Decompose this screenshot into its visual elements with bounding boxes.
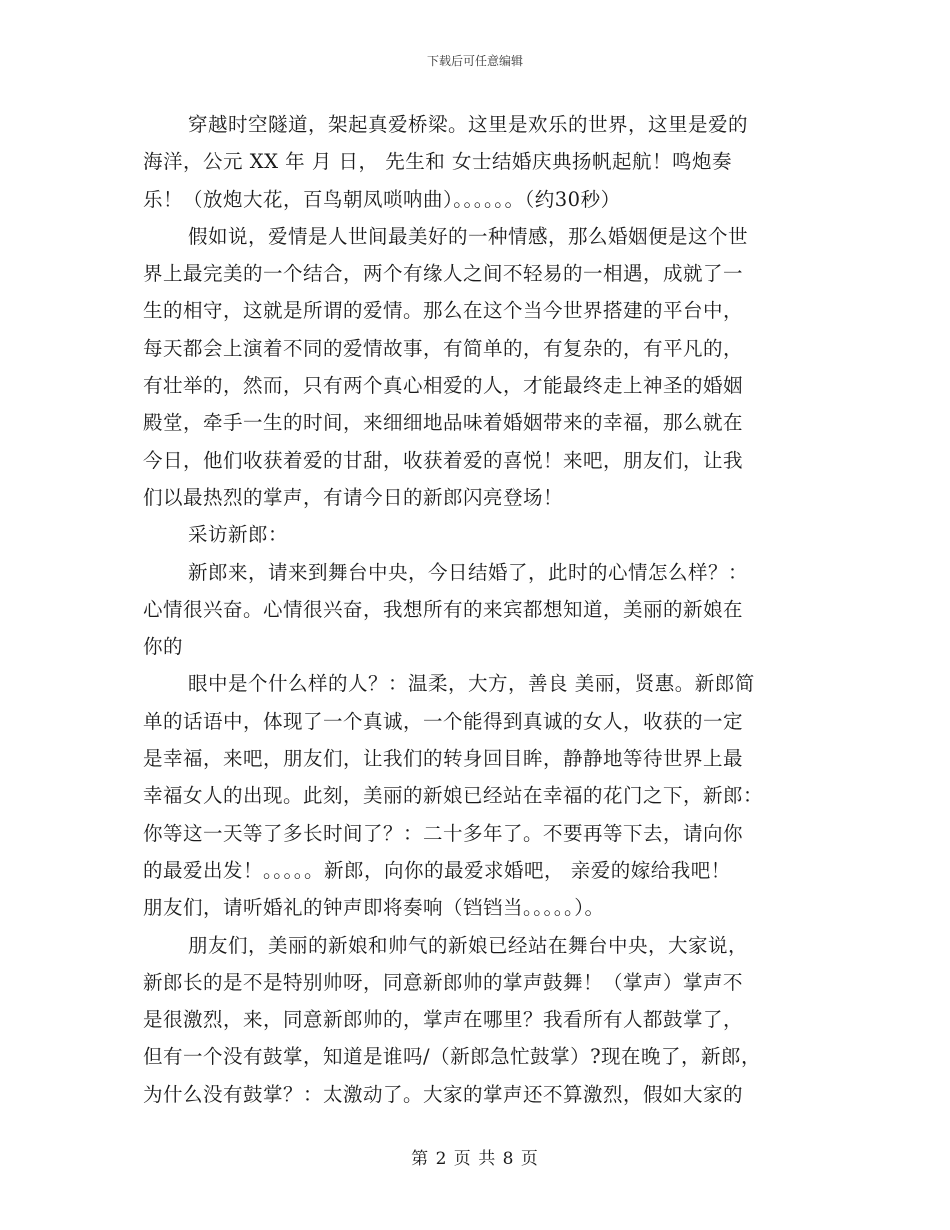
paragraph-line: 今日，他们收获着爱的甘甜，收获着爱的喜悦！来吧，朋友们，让我	[143, 448, 744, 472]
document-body	[143, 106, 823, 1113]
paragraph-line: 们以最热烈的掌声，有请今日的新郎闪亮登场！	[143, 485, 564, 509]
paragraph-line: 朋友们，请听婚礼的钟声即将奏响（铛铛当。。。。。）。	[143, 896, 605, 920]
paragraph-line: 你等这一天等了多长时间了？：二十多年了。不要再等下去，请向你	[143, 821, 744, 845]
section-heading: 采访新郎：	[188, 523, 289, 547]
paragraph-line: 你的	[143, 635, 184, 659]
paragraph-line: 为什么没有鼓掌？：太激动了。大家的掌声还不算激烈，假如大家的	[143, 1082, 744, 1106]
paragraph-line: 单的话语中，体现了一个真诚，一个能得到真诚的女人，收获的一定	[143, 709, 744, 733]
paragraph-line: 是幸福，来吧，朋友们，让我们的转身回目眸，静静地等待世界上最	[143, 747, 744, 771]
paragraph-line: 是很激烈，来，同意新郎帅的，掌声在哪里？我看所有人都鼓掌了，	[143, 1008, 744, 1032]
paragraph-line: 朋友们，美丽的新娘和帅气的新娘已经站在舞台中央，大家说，	[188, 933, 749, 957]
page-number: 第 2 页 共 8 页	[411, 1149, 539, 1169]
paragraph-line: 穿越时空隧道，架起真爱桥梁。这里是欢乐的世界，这里是爱的	[188, 113, 749, 136]
paragraph-line: 的最爱出发！。。。。。新郎，向你的最爱求婚吧， 亲爱的嫁给我吧！	[143, 858, 731, 882]
paragraph-line: 乐！（放炮大花，百鸟朝凤唢呐曲）。。。。。。（约30秒）	[143, 187, 621, 211]
paragraph-line: 眼中是个什么样的人？：温柔，大方，善良 美丽，贤惠。新郎简	[188, 672, 755, 696]
paragraph-line: 生的相守，这就是所谓的爱情。那么在这个当今世界搭建的平台中，	[143, 299, 744, 323]
paragraph-line: 心情很兴奋。心情很兴奋，我想所有的来宾都想知道，美丽的新娘在	[143, 597, 744, 621]
paragraph-line: 新郎来，请来到舞台中央，今日结婚了，此时的心情怎么样？：	[188, 560, 749, 584]
paragraph-line: 幸福女人的出现。此刻，美丽的新娘已经站在幸福的花门之下，新郎：	[143, 784, 764, 808]
paragraph-line: 假如说，爱情是人世间最美好的一种情感，那么婚姻便是这个世	[188, 224, 749, 248]
paragraph-line: 海洋，公元 XX 年 月 日， 先生和 女士结婚庆典扬帆起航！鸣炮奏	[143, 150, 732, 174]
paragraph-line: 但有一个没有鼓掌，知道是谁吗/（新郎急忙鼓掌）?现在晚了，新郎，	[143, 1045, 762, 1069]
paragraph-line: 每天都会上演着不同的爱情故事，有简单的，有复杂的，有平凡的，	[143, 336, 744, 360]
paragraph-line: 新郎长的是不是特别帅呀，同意新郎帅的掌声鼓舞！（掌声）掌声不	[143, 970, 744, 994]
paragraph-line: 有壮举的，然而，只有两个真心相爱的人，才能最终走上神圣的婚姻	[143, 374, 744, 398]
page-header: 下载后可任意编辑	[426, 54, 523, 68]
paragraph-line: 殿堂，牵手一生的时间，来细细地品味着婚姻带来的幸福，那么就在	[143, 411, 744, 435]
paragraph-line: 界上最完美的一个结合，两个有缘人之间不轻易的一相遇，成就了一	[143, 262, 744, 286]
